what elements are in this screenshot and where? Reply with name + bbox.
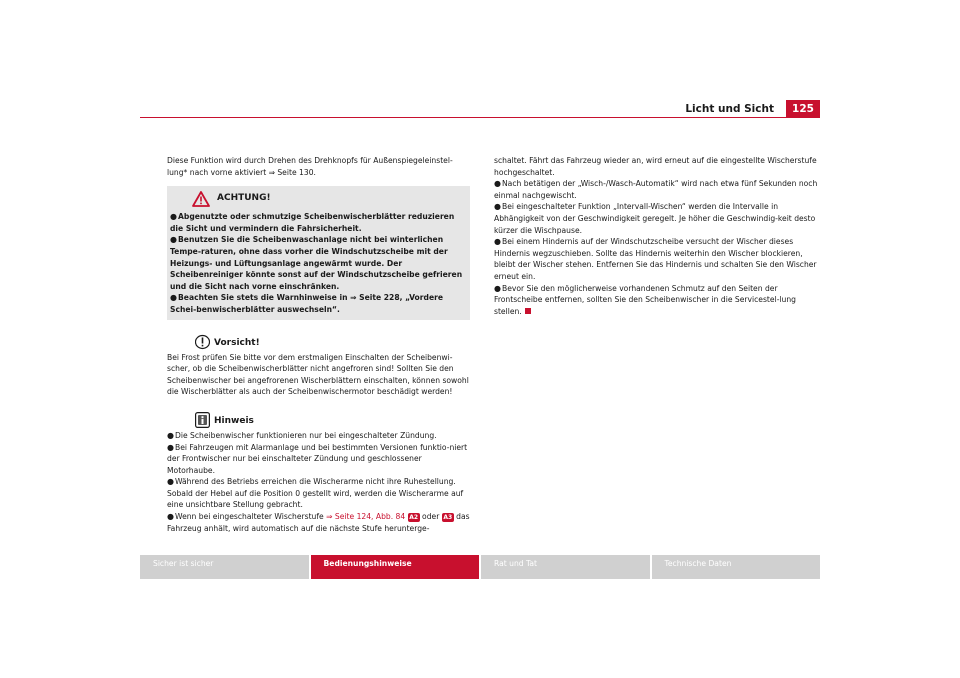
page-number: 125: [786, 100, 820, 118]
note-item: ●Wenn bei eingeschalteter Wischerstufe ⇒ Seite 124, Abb. 84 A2 oder A3 das Fahrzeug anhält, wird automatisch auf die nächste Stufe herunterge-: [167, 512, 470, 533]
list-item: ●Nach betätigen der „Wisch-/Wasch-Automatik“ wird nach etwa fünf Sekunden noch einmal nachgewischt.: [494, 179, 818, 200]
footer-tab-sicher-ist-sicher[interactable]: Sicher ist sicher: [140, 555, 309, 579]
end-of-section-marker: [525, 308, 531, 314]
footer-tab-bedienungshinweise[interactable]: Bedienungshinweise: [311, 555, 480, 579]
exclamation-icon: [195, 334, 210, 350]
bullet-icon: ●: [167, 430, 174, 440]
left-column: [167, 155, 470, 534]
bullet-icon: ●: [494, 179, 501, 189]
bullet-icon: ●: [494, 202, 501, 212]
caution-text: Bei Frost prüfen Sie bitte vor dem erstmaligen Einschalten der Scheibenwi-scher, ob die Scheibenwischerblätter nicht angefroren sind! Sollten Sie den Scheibenwischer bei angefrorenen Wischerblättern einschalten, können sowohl die Wischerblätter als auch der Scheibenwischermotor beschädigt werden!: [167, 352, 469, 397]
bullet-icon: ●: [170, 212, 177, 222]
page-reference-link[interactable]: ⇒ Seite 124, Abb. 84: [326, 512, 406, 522]
caution-heading: Vorsicht!: [214, 337, 260, 348]
header-rule: [140, 117, 820, 118]
continuation-paragraph: schaltet. Fährt das Fahrzeug wieder an, wird erneut auf die eingestellte Wischerstufe hochgeschaltet.: [494, 156, 817, 177]
note-heading: Hinweis: [214, 416, 254, 427]
bullet-icon: ●: [170, 235, 177, 245]
bullet-icon: ●: [494, 283, 501, 293]
note-item: ●Bei Fahrzeugen mit Alarmanlage und bei bestimmten Versionen funktio-niert der Frontwischer nur bei einschalteter Zündung und geschlossener Motorhaube.: [167, 442, 468, 475]
bullet-icon: ●: [167, 512, 174, 522]
note-item: ●Die Scheibenwischer funktionieren nur bei eingeschalteter Zündung.: [167, 430, 437, 440]
figure-callout-a2: A2: [409, 513, 419, 521]
chapter-title: Licht und Sicht: [685, 103, 774, 115]
note-item: ●Während des Betriebs erreichen die Wischerarme nicht ihre Ruhestellung. Sobald der Hebel auf die Position 0 gestellt wird, werden die Wischerarme auf eine unsichtbare Stellung gebracht.: [167, 477, 464, 510]
list-item: ●Bei einem Hindernis auf der Windschutzscheibe versucht der Wischer dieses Hindernis wegzuschieben. Sollte das Hindernis weiterhin den Wischer blockieren, bleibt der Wischer stehen. Entfernen Sie das Hindernis und schalten Sie den Wischer erneut ein.: [494, 237, 817, 281]
warning-item: ●Benutzen Sie die Scheibenwaschanlage nicht bei winterlichen Tempe-raturen, ohne dass vorher die Windschutzscheibe mit der Heizungs- und Lüftungsanlage angewärmt wurde. Der Scheibenreiniger könnte sonst auf der Windschutzscheibe gefrieren und die Sicht nach vorne einschränken.: [170, 235, 463, 291]
bullet-icon: ●: [167, 477, 174, 487]
footer-tab-rat-und-tat[interactable]: Rat und Tat: [481, 555, 650, 579]
page-header: [140, 100, 820, 119]
footer-nav: [140, 555, 820, 579]
note-heading-row: [167, 410, 470, 428]
right-column: [494, 155, 820, 317]
list-item: ●Bei eingeschalteter Funktion „Intervall-Wischen“ werden die Intervalle in Abhängigkeit von der Geschwindigkeit geregelt. Je höher die Geschwindig-keit desto kürzer die Wischpause.: [494, 202, 816, 235]
warning-item: ●Beachten Sie stets die Warnhinweise in ⇒ Seite 228, „Vordere Schei-benwischerblätter auswechseln“.: [170, 293, 444, 314]
caution-heading-row: [167, 332, 470, 350]
bullet-icon: ●: [167, 442, 174, 452]
warning-triangle-icon: [192, 191, 210, 207]
warning-item: ●Abgenutzte oder schmutzige Scheibenwischerblätter reduzieren die Sicht und vermindern die Fahrsicherheit.: [170, 212, 455, 233]
bullet-icon: ●: [494, 237, 501, 247]
list-item: ●Bevor Sie den möglicherweise vorhandenen Schmutz auf den Seiten der Frontscheibe entfernen, sollten Sie den Scheibenwischer in die Servicestel-lung stellen.: [494, 283, 796, 316]
warning-box: [167, 186, 470, 319]
warning-heading-row: [170, 190, 467, 208]
intro-paragraph: Diese Funktion wird durch Drehen des Drehknopfs für Außenspiegeleinstel-lung* nach vorne aktiviert ⇒ Seite 130.: [167, 156, 453, 177]
figure-callout-a3: A3: [443, 513, 453, 521]
info-note-icon: [195, 412, 210, 428]
bullet-icon: ●: [170, 293, 177, 303]
warning-heading: ACHTUNG!: [217, 193, 271, 204]
footer-tab-technische-daten[interactable]: Technische Daten: [652, 555, 821, 579]
